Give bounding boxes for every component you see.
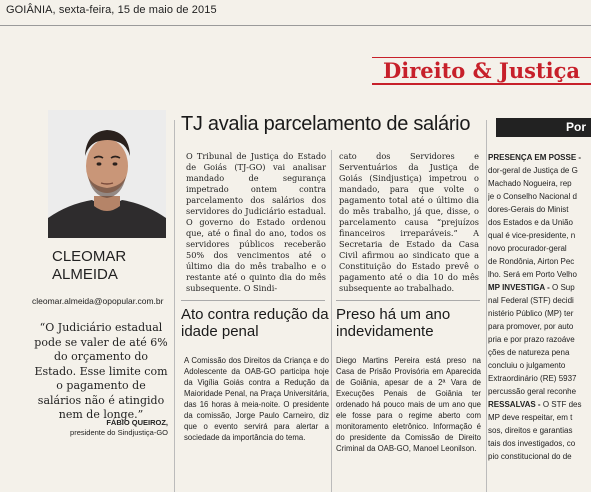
- brief-text: tais dos investigados, co: [488, 439, 576, 448]
- brief-text: percussão geral reconhe: [488, 387, 577, 396]
- columnist-portrait-icon: [48, 110, 166, 238]
- brief-line: [488, 229, 591, 242]
- column-divider: [174, 120, 175, 492]
- brief-line: [488, 411, 591, 424]
- brief-text: sos, direitos e garantias: [488, 426, 573, 435]
- columnist-name: [52, 248, 126, 284]
- brief-line: [488, 359, 591, 372]
- brief-text: O Sup: [549, 283, 575, 292]
- dateline: GOIÂNIA, sexta-feira, 15 de maio de 2015: [6, 4, 217, 16]
- brief-text: dos Estados e da União: [488, 218, 573, 227]
- brief-line: [488, 268, 591, 281]
- top-rule: [0, 25, 591, 26]
- brief-text: de Rondônia, Airton Pec: [488, 257, 575, 266]
- brief-text: pria e por prazo razoáve: [488, 335, 575, 344]
- columnist-name-line2: ALMEIDA: [52, 266, 118, 283]
- story2-body: A Comissão dos Direitos da Criança e do Adolescente da OAB-GO participa hoje da Vigília Goiás contra a Redução da Maioridade Penal, na Praça Universitária, das 16 horas à meia-noite. O presidente da comissão, Jorge Paulo Carneiro, diz que o evento servirá para alertar a sociedade da importância do tema.: [184, 356, 329, 442]
- brief-text: MP deve respeitar, em t: [488, 413, 573, 422]
- main-story-column-2: cato dos Servidores e Serventuários da Justiça de Goiás (Sindjustiça) impetrou o mandado, para que volte o pagamento total até o último dia do mês trabalho, já que, disse, o parcelamento causa “prejuízos financeiros irreparáveis.” A Secretaria de Estado da Casa Civil afirmou ao sindicato que a Constituição do Estado prevê o pagamento até o dia 10 do mês subsequente ao trabalhado.: [339, 151, 479, 293]
- brief-line: [488, 203, 591, 216]
- column-label-pill: Por: [496, 118, 591, 137]
- main-story-column-1: O Tribunal de Justiça do Estado de Goiás (TJ-GO) vai analisar mandado de segurança impetrado ontem contra parcelamento dos salários dos servidores do Judiciário estadual. O governo do Estado ordenou que, até o final do ano, todos os servidores públicos receberão 50% dos vencimentos até o último dia do mês trabalho e o restante até o quinto dia do mês subsequente. O Sindi-: [186, 151, 326, 293]
- brief-text: lho. Será em Porto Velho: [488, 270, 577, 279]
- brief-line: [488, 307, 591, 320]
- brief-text: novo procurador-geral: [488, 244, 567, 253]
- story3-body: Diego Martins Pereira está preso na Casa de Prisão Provisória em Aparecida de Goiânia, apesar de a 2ª Vara de Execuções Penais de Goiânia ter ordenado há pouco mais de um ano que ele fosse para o regime aberto com monitoramento eletrônico. Informação é do presidente da Comissão de Direito Criminal da OAB-GO, Manoel Leonilson.: [336, 356, 481, 453]
- brief-text: concluiu o julgamento: [488, 361, 566, 370]
- story2-headline: Ato contra redução da idade penal: [181, 306, 329, 340]
- brief-label: PRESENÇA EM POSSE -: [488, 153, 582, 162]
- brief-line: [488, 216, 591, 229]
- quote-author-role: presidente do Sindjustiça-GO: [70, 428, 168, 437]
- brief-text: qual é vice-presidente, n: [488, 231, 576, 240]
- section-title: Direito & Justiça: [383, 58, 580, 83]
- brief-line: [488, 242, 591, 255]
- brief-line: [488, 437, 591, 450]
- main-headline: TJ avalia parcelamento de salário: [181, 113, 471, 135]
- brief-text: nal Federal (STF) decidi: [488, 296, 574, 305]
- brief-line: [488, 320, 591, 333]
- quote-author-name: FÁBIO QUEIROZ,: [106, 418, 168, 427]
- brief-line: [488, 255, 591, 268]
- brief-text: Machado Nogueira, rep: [488, 179, 572, 188]
- columnist-email: cleomar.almeida@opopular.com.br: [32, 296, 164, 306]
- brief-line: [488, 450, 591, 463]
- brief-line: [488, 190, 591, 203]
- brief-text: je o Conselho Nacional d: [488, 192, 577, 201]
- column-divider: [486, 120, 487, 492]
- brief-line: [488, 398, 591, 411]
- brief-label: RESSALVAS -: [488, 400, 541, 409]
- brief-line: [488, 346, 591, 359]
- brief-text: dor-geral de Justiça de G: [488, 166, 578, 175]
- brief-line: [488, 177, 591, 190]
- brief-text: nistério Público (MP) ter: [488, 309, 574, 318]
- brief-label: MP INVESTIGA -: [488, 283, 550, 292]
- brief-line: [488, 333, 591, 346]
- brief-line: [488, 151, 591, 164]
- quote-attribution: [34, 418, 168, 438]
- story3-headline: Preso há um ano indevidamente: [336, 306, 451, 340]
- briefs-column: [488, 151, 591, 463]
- story-divider: [336, 300, 480, 301]
- brief-line: [488, 294, 591, 307]
- pull-quote: “O Judiciário estadual pode se valer de até 6% do orçamento do Estado. Esse limite com o pagamento de salários não é atingido nem de longe.”: [34, 321, 168, 421]
- brief-line: [488, 281, 591, 294]
- columnist-name-line1: CLEOMAR: [52, 248, 127, 265]
- brief-text: Extraordinário (RE) 5937: [488, 374, 577, 383]
- brief-text: para promover, por auto: [488, 322, 574, 331]
- brief-line: [488, 385, 591, 398]
- brief-text: ções de natureza pena: [488, 348, 570, 357]
- brief-line: [488, 372, 591, 385]
- brief-text: O STF des: [540, 400, 582, 409]
- column-divider: [331, 150, 332, 492]
- brief-line: [488, 424, 591, 437]
- story-divider: [181, 300, 325, 301]
- brief-text: pio constitucional do de: [488, 452, 572, 461]
- brief-text: dores-Gerais do Minist: [488, 205, 569, 214]
- brief-line: [488, 164, 591, 177]
